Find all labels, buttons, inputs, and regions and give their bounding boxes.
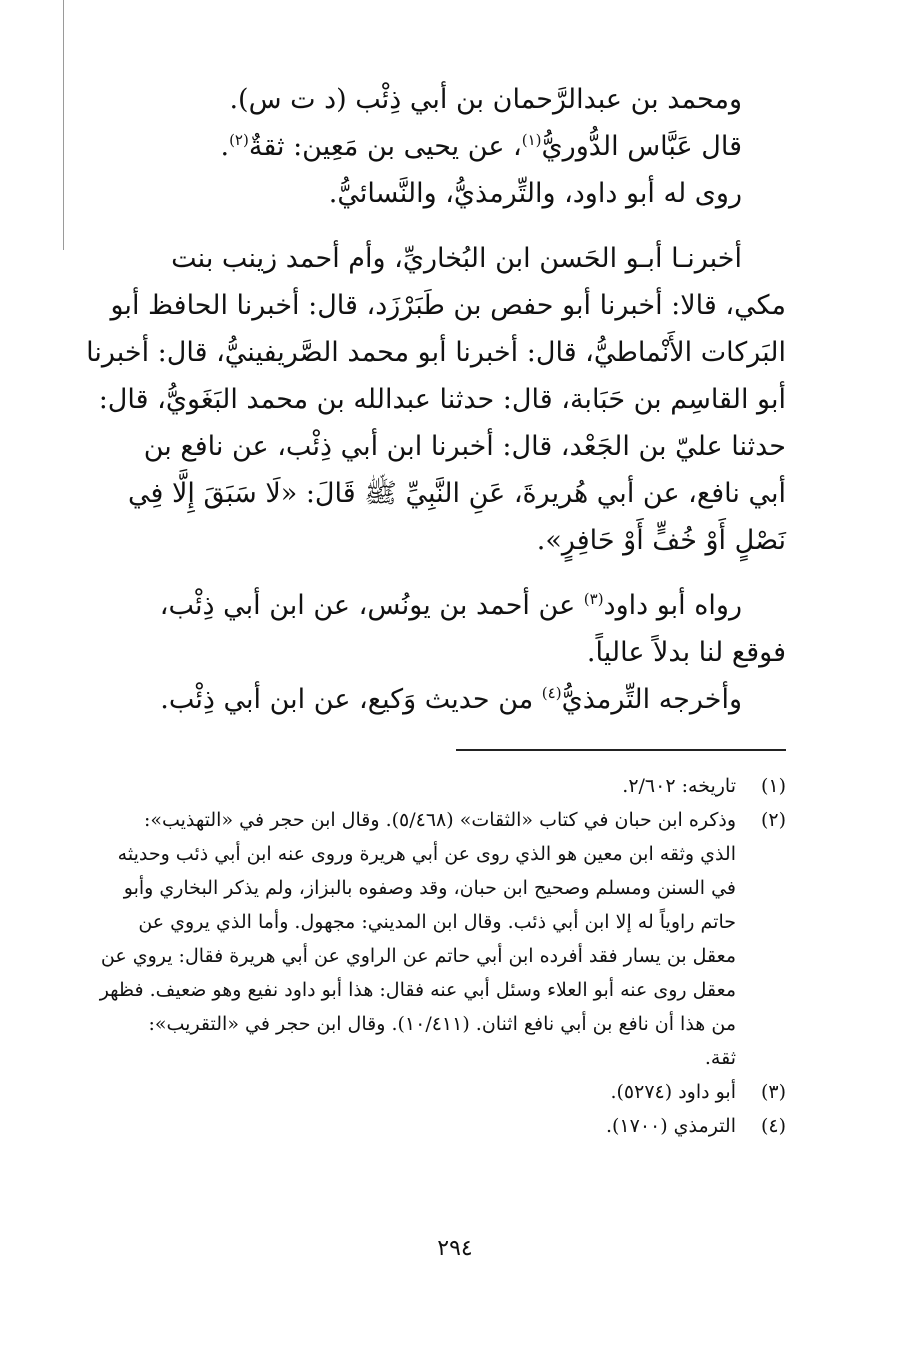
hadith-line: حدثنا عليّ بن الجَعْد، قال: أخبرنا ابن أبي ذِئْب، عن نافع بن (143, 431, 786, 462)
footnote-2 (76, 803, 786, 1075)
footnote-4 (76, 1109, 786, 1143)
footnote-line: معقل روى عنه أبو العلاء وسئل أبي عنه فقال: هذا أبو داود نفيع وهو ضعيف. فظهر (99, 979, 736, 1001)
hadith-line: مكي، قالا: أخبرنا أبو حفص بن طَبَرْزَد، قال: أخبرنا الحافظ أبو (110, 290, 786, 321)
footnote-line: تاريخه: ٢/٦٠٢. (622, 775, 736, 797)
footnote-line: ثقة. (704, 1047, 736, 1069)
footnote-ref-2[interactable]: (٢) (229, 131, 249, 149)
footnote-line: الذي وثقه ابن معين هو الذي روى عن أبي هريرة وروى عنه ابن أبي ذئب وحديثه (117, 843, 736, 865)
footnote-line: أبو داود (٥٢٧٤). (610, 1081, 736, 1103)
footnote-text (76, 769, 736, 803)
riwaya-paragraph (76, 582, 786, 723)
footnote-line: من هذا أن نافع بن أبي نافع اثنان. (١٠/٤١١). وقال ابن حجر في «التقريب»: (148, 1013, 736, 1035)
footnote-number: (٣) (760, 1081, 786, 1103)
footnote-ref-4[interactable]: (٤) (541, 684, 562, 702)
riwaya-text-b: عن أحمد بن يونُس، عن ابن أبي ذِئْب، (159, 590, 584, 621)
footnote-line: في السنن ومسلم وصحيح ابن حبان، وقد وصفوه بالبزاز، ولم يذكر البخاري وأبو (123, 877, 736, 899)
footnote-line: معقل بن يسار فقد أفرده ابن أبي حاتم عن الراوي عن أبي هريرة فقال: يروي عن (100, 945, 736, 967)
narrator-name-line: ومحمد بن عبدالرَّحمان بن أبي ذِئْب (د ت س). (229, 84, 742, 115)
riwaya-line-tirmidhi (76, 676, 786, 723)
narrator-grading-line (76, 123, 786, 170)
page-number: ٢٩٤ (437, 1236, 473, 1261)
grading-text-b: ، عن يحيى بن مَعِين: ثقةٌ (248, 131, 522, 162)
hadith-paragraph (76, 235, 786, 564)
footnote-number: (٤) (760, 1115, 786, 1137)
narrator-transmitters-line: روى له أبو داود، والتِّرمذيُّ، والنَّسائيُّ. (328, 178, 742, 209)
footnote-text (76, 1075, 736, 1109)
footnote-text (76, 1109, 736, 1143)
riwaya-text-c: وأخرجه التِّرمذيُّ (561, 684, 742, 715)
footnote-number: (٢) (760, 809, 786, 831)
footnote-ref-3[interactable]: (٣) (583, 590, 604, 608)
riwaya-text-a: رواه أبو داود (603, 590, 742, 621)
footnote-line: حاتم راوياً له إلا ابن أبي ذئب. وقال ابن المديني: مجهول. وأما الذي يروي عن (138, 911, 736, 933)
footnote-line: وذكره ابن حبان في كتاب «الثقات» (٥/٤٦٨). وقال ابن حجر في «التهذيب»: (143, 809, 736, 831)
hadith-line: نَصْلٍ أَوْ خُفٍّ أَوْ حَافِرٍ». (536, 525, 786, 556)
page-edge-line (63, 0, 64, 250)
footnote-separator (76, 749, 786, 751)
grading-text-a: قال عَبَّاس الدُّوريُّ (541, 131, 742, 162)
riwaya-text-d: من حديث وَكيع، عن ابن أبي ذِئْب. (160, 684, 542, 715)
riwaya-line-badal: فوقع لنا بدلاً عالياً. (586, 637, 786, 668)
hadith-line: أبي نافع، عن أبي هُريرةَ، عَنِ النَّبِيِّ ﷺ قَالَ: «لَا سَبَقَ إِلَّا فِي (127, 478, 786, 509)
page-body (76, 76, 786, 1143)
footnote-ref-1[interactable]: (١) (521, 131, 542, 149)
footnote-text (76, 803, 736, 1075)
footnote-3 (76, 1075, 786, 1109)
footnote-number: (١) (760, 775, 786, 797)
footnote-rule (456, 749, 786, 751)
hadith-line: أبو القاسِم بن حَبَابة، قال: حدثنا عبدالله بن محمد البَغَويُّ، قال: (98, 384, 786, 415)
footnote-line: الترمذي (١٧٠٠). (605, 1115, 736, 1137)
hadith-line: أخبرنـا أبـو الحَسن ابن البُخاريِّ، وأم أحمد زينب بنت (171, 243, 742, 274)
grading-text-c: . (220, 131, 230, 162)
footnotes (76, 769, 786, 1143)
narrator-entry (76, 76, 786, 217)
footnote-1 (76, 769, 786, 803)
hadith-line: البَركات الأَنْماطيُّ، قال: أخبرنا أبو محمد الصَّريفينيُّ، قال: أخبرنا (86, 337, 786, 368)
riwaya-line-abu-dawud (76, 582, 786, 629)
